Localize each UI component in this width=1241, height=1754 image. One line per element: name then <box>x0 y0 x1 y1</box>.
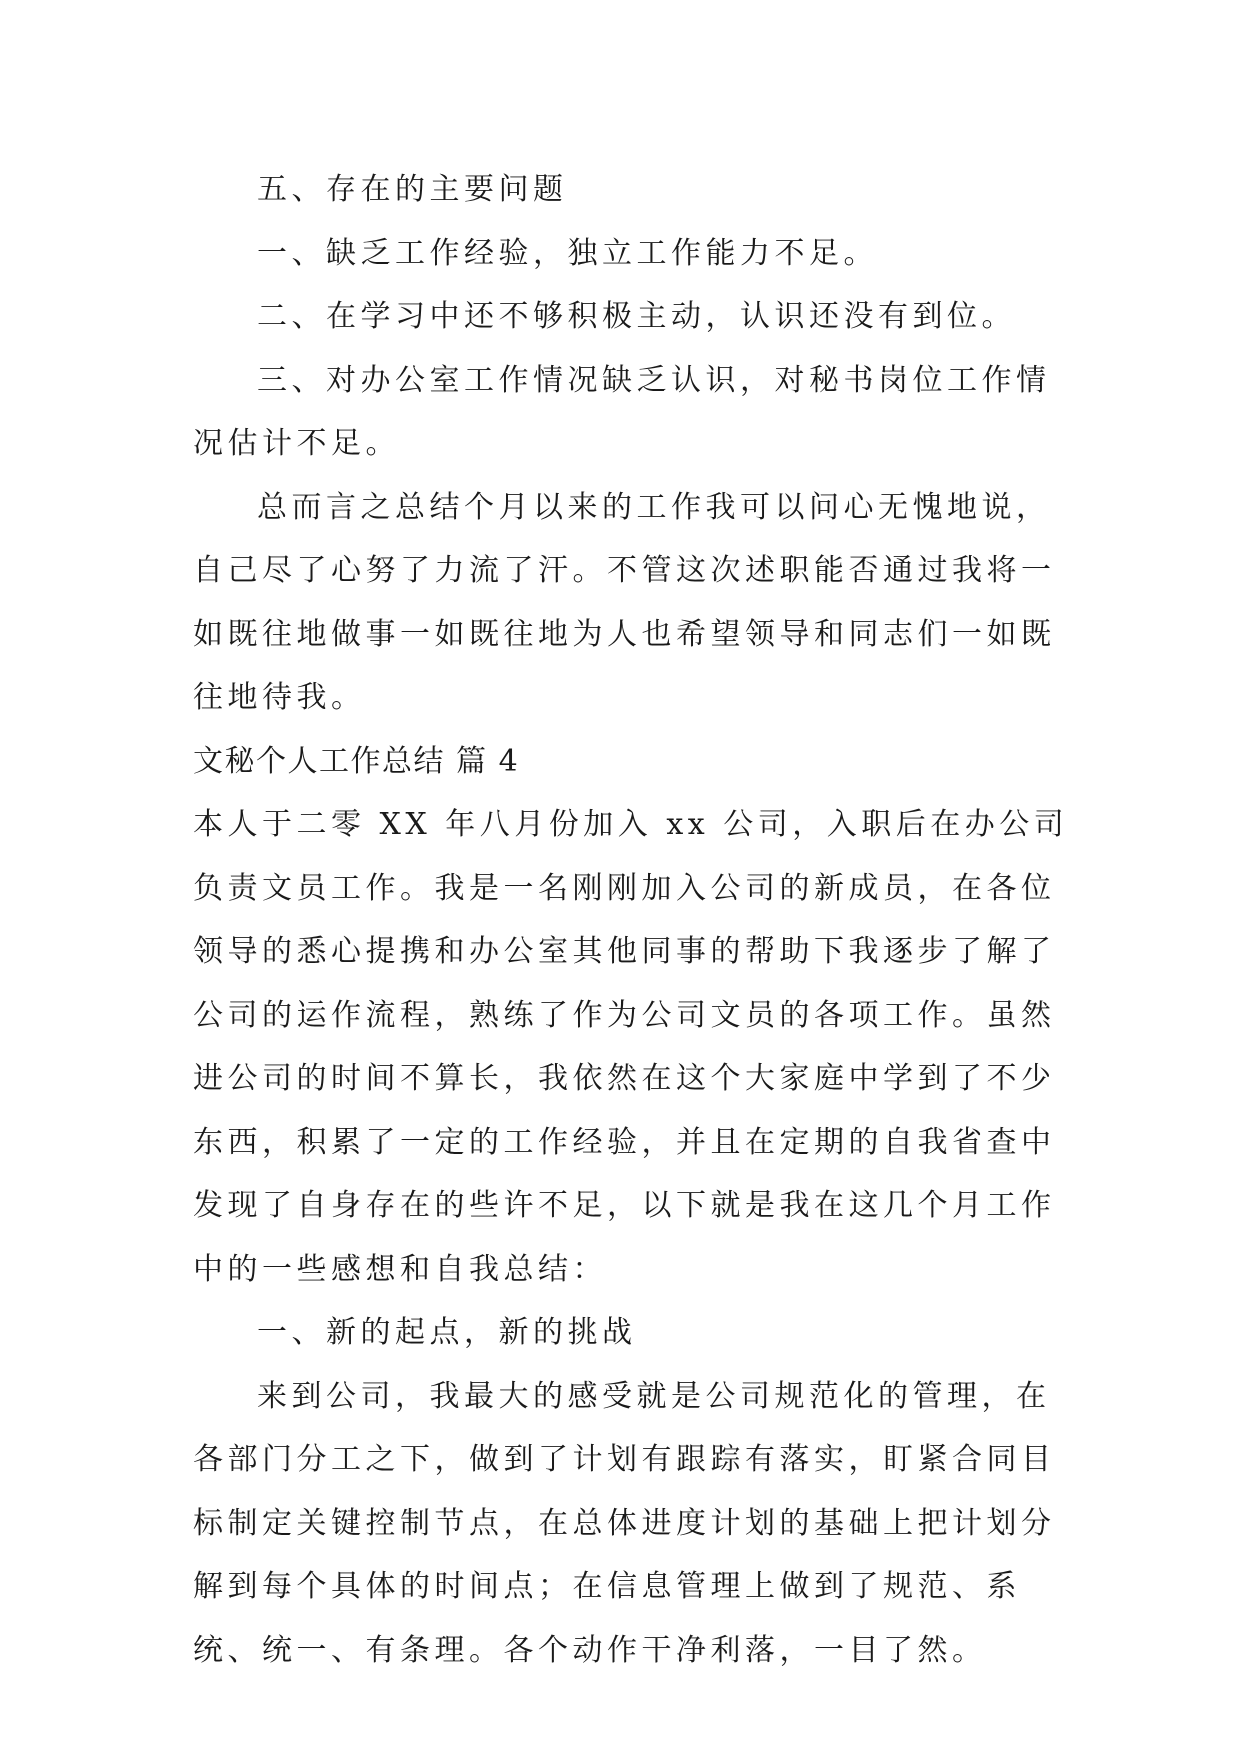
document-body <box>193 158 1073 1682</box>
paragraph-intro: 本人于二零 XX 年八月份加入 xx 公司，入职后在办公司负责文员工作。我是一名刚刚加入公司的新成员，在各位领导的悉心提携和办公室其他同事的帮助下我逐步了解了公司的运作流程，熟练了作为公司文员的各项工作。虽然进公司的时间不算长，我依然在这个大家庭中学到了不少东西，积累了一定的工作经验，并且在定期的自我省查中发现了自身存在的些许不足，以下就是我在这几个月工作中的一些感想和自我总结： <box>193 807 1069 1287</box>
paragraph-problems-heading: 五、存在的主要问题 <box>257 172 568 207</box>
paragraph-problem-2: 二、在学习中还不够积极主动，认识还没有到位。 <box>257 299 1016 334</box>
paragraph-problem-1: 一、缺乏工作经验，独立工作能力不足。 <box>257 235 878 271</box>
paragraph-subheading-1: 一、新的起点，新的挑战 <box>257 1315 637 1350</box>
paragraph-management: 来到公司，我最大的感受就是公司规范化的管理，在各部门分工之下，做到了计划有跟踪有落实，盯紧合同目标制定关键控制节点，在总体进度计划的基础上把计划分解到每个具体的时间点；在信息管理上做到了规范、系统、统一、有条理。各个动作干净利落，一目了然。 <box>193 1378 1056 1668</box>
paragraph-problem-3: 三、对办公室工作情况缺乏认识，对秘书岗位工作情况估计不足。 <box>193 362 1051 461</box>
paragraph-conclusion: 总而言之总结个月以来的工作我可以问心无愧地说，自己尽了心努了力流了汗。不管这次述职能否通过我将一如既往地做事一如既往地为人也希望领导和同志们一如既往地待我。 <box>193 489 1056 715</box>
section-title: 文秘个人工作总结 篇 4 <box>193 743 520 779</box>
